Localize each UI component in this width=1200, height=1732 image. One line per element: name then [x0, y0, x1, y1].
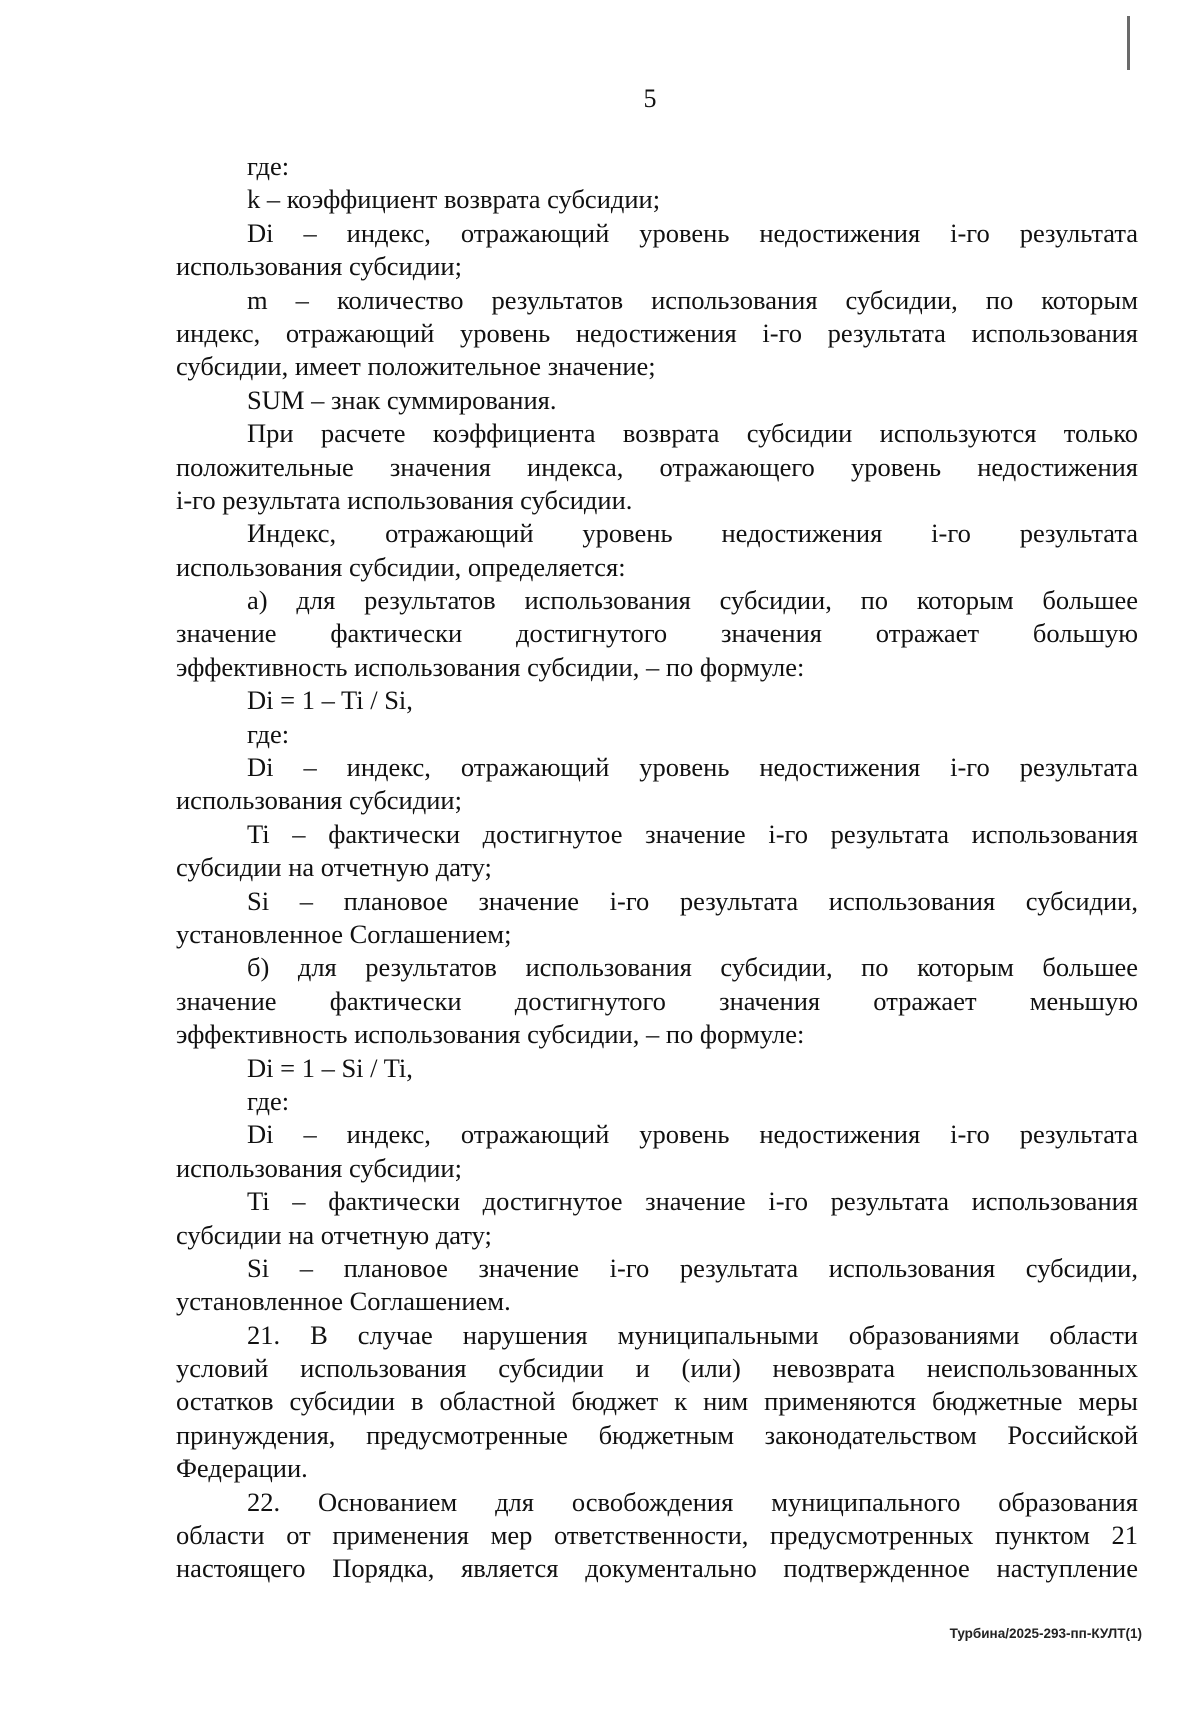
- text-line: Si – плановое значение i-го результата использования субсидии,: [247, 1252, 1138, 1283]
- text-line: установленное Соглашением.: [176, 1286, 511, 1317]
- text-line: использования субсидии;: [176, 251, 462, 282]
- scan-edge-mark: [1127, 16, 1130, 70]
- text-line: Ti – фактически достигнутое значение i-го результата использования: [247, 1186, 1138, 1217]
- text-line: где:: [247, 718, 290, 749]
- text-line: остатков субсидии в областной бюджет к ним применяются бюджетные меры: [176, 1386, 1138, 1417]
- text-line: 22. Основанием для освобождения муниципального образования: [247, 1486, 1138, 1517]
- text-line: эффективность использования субсидии, – по формуле:: [176, 651, 805, 682]
- text-line: субсидии на отчетную дату;: [176, 852, 492, 883]
- text-line: субсидии, имеет положительное значение;: [176, 351, 656, 382]
- text-line: Индекс, отражающий уровень недостижения i-го результата: [247, 518, 1138, 549]
- text-line: значение фактически достигнутого значения отражает меньшую: [176, 985, 1138, 1016]
- document-registration-code: Турбина/2025-293-пп-КУЛТ(1): [949, 1626, 1142, 1641]
- text-line: настоящего Порядка, является документально подтвержденное наступление: [176, 1553, 1138, 1584]
- text-line: где:: [247, 151, 290, 181]
- text-line: субсидии на отчетную дату;: [176, 1219, 492, 1250]
- text-line: принуждения, предусмотренные бюджетным законодательством Российской: [176, 1419, 1138, 1450]
- text-line: а) для результатов использования субсидии, по которым большее: [247, 585, 1138, 616]
- text-line: SUM – знак суммирования.: [247, 384, 557, 415]
- text-line: m – количество результатов использования субсидии, по которым: [247, 284, 1138, 315]
- text-line: Di – индекс, отражающий уровень недостижения i-го результата: [247, 1119, 1138, 1150]
- document-body: [176, 150, 1138, 1586]
- text-line: использования субсидии;: [176, 1152, 462, 1183]
- text-line: где:: [247, 1085, 290, 1116]
- text-line: Di – индекс, отражающий уровень недостижения i-го результата: [247, 752, 1138, 783]
- text-line: использования субсидии, определяется:: [176, 551, 626, 582]
- text-line: Si – плановое значение i-го результата использования субсидии,: [247, 885, 1138, 916]
- page-number: 5: [643, 84, 657, 113]
- text-line: Ti – фактически достигнутое значение i-го результата использования: [247, 818, 1138, 849]
- text-line: условий использования субсидии и (или) невозврата неиспользованных: [176, 1353, 1138, 1384]
- text-line: При расчете коэффициента возврата субсидии используются только: [247, 418, 1138, 449]
- text-line: Di – индекс, отражающий уровень недостижения i-го результата: [247, 217, 1138, 248]
- text-line: положительные значения индекса, отражающего уровень недостижения: [176, 451, 1138, 482]
- text-line: 21. В случае нарушения муниципальными образованиями области: [247, 1319, 1138, 1350]
- text-line: k – коэффициент возврата субсидии;: [247, 184, 661, 215]
- formula-line: Di = 1 – Si / Ti,: [247, 1052, 413, 1083]
- text-line: б) для результатов использования субсидии, по которым большее: [247, 952, 1138, 983]
- text-line: индекс, отражающий уровень недостижения i-го результата использования: [176, 317, 1138, 348]
- text-line: эффективность использования субсидии, – по формуле:: [176, 1019, 805, 1050]
- text-line: i-го результата использования субсидии.: [176, 484, 633, 515]
- formula-line: Di = 1 – Ti / Si,: [247, 685, 413, 716]
- text-line: значение фактически достигнутого значения отражает большую: [176, 618, 1138, 649]
- text-line: Федерации.: [176, 1453, 308, 1484]
- text-line: использования субсидии;: [176, 785, 462, 816]
- text-line: установленное Соглашением;: [176, 918, 512, 949]
- text-line: области от применения мер ответственности, предусмотренных пунктом 21: [176, 1520, 1138, 1551]
